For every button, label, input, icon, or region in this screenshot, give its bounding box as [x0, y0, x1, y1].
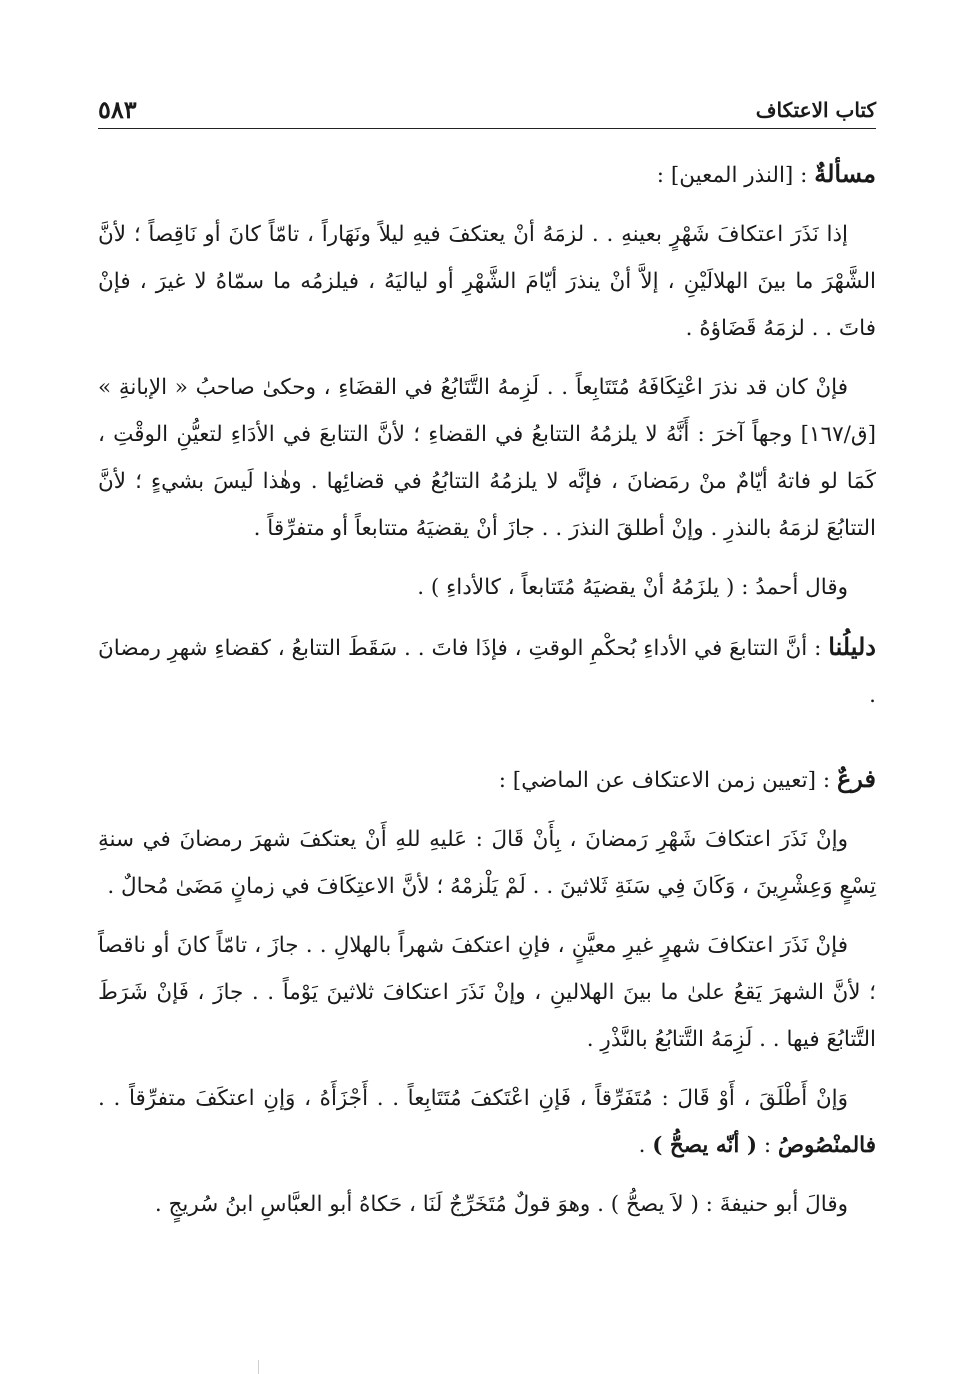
mansus-quote: ( أنّه يصحُّ ) [652, 1133, 758, 1158]
paragraph: وإنْ نَذَرَ اعتكافَ شَهْرِ رَمضانَ ، بِأَنْ قَالَ : عَليهِ للهِ أَنْ يعتكفَ شهرَ رمضانَ في سنةِ تِسْعٍ وَعِشْرِينَ ، وَكَانَ فِي سَنَةِ ثَلاثينَ . . لَمْ يَلْزمْهُ ؛ لأنَّ الاعتِكَافَ في زمانٍ مَضَىٰ مُحالٌ . [98, 827, 876, 899]
far-title: : [تعيين زمن الاعتكاف عن الماضي] : [498, 768, 837, 793]
mansus-label: فالمنْصُوصُ [777, 1133, 876, 1158]
page-header [98, 84, 876, 129]
paragraph: فإنْ نَذَرَ اعتكافَ شهرٍ غيرِ معيَّنٍ ، فإنِ اعتكفَ شهراً بالهلالِ . . جازَ ، تامّاً كانَ أو ناقصاً ؛ لأنَّ الشهرَ يَقعُ علىٰ ما بينَ الهلالينِ ، وإنْ نَذَرَ اعتكافَ ثلاثينَ يَوْماً . . جازَ ، فَإنْ شَرَطَ التَّتابُعَ فيها . . لَزِمَهُ التَّتابُعُ بالنَّذْرِ . [98, 933, 876, 1052]
masala-label: مسألةٌ [814, 159, 876, 188]
footer-mark [258, 1360, 259, 1374]
paragraph-dalil [98, 623, 876, 719]
paragraph: إذا نَذَرَ اعتكافَ شَهْرٍ بعينهِ . . لزمَهُ أنْ يعتكفَ فيهِ ليلاً ونَهَاراً ، تامّاً كانَ أو نَاقِصاً ؛ لأنَّ الشَّهْرَ ما بينَ الهلالَيْنِ ، إلاَّ أنْ ينذرَ أيّامَ الشَّهْرِ أو لياليَهُ ، فيلزمُه ما سمّاهُ لا غيرَ ، فإنْ فاتَ . . لزمَهُ قَضَاؤهُ . [98, 222, 876, 341]
page-number: ٥٨٣ [98, 95, 137, 124]
paragraph: فإنْ كان قد نذرَ اعْتِكَافَهُ مُتَتَابِعاً . . لَزِمهُ التَّتَابُعُ في القضَاءِ ، وحكىٰ صاحبُ « الإبانةِ » [ق/١٦٧] وجهاً آخرَ : أَنَّهُ لا يلزمُهُ التتابعُ في القضاءِ ؛ لأنَّ التتابعَ في الأدَاءِ لتعيُّنِ الوقْتِ ، كَمَا لو فاتهُ أيّامٌ منْ رمَضانَ ، فإنَّه لا يلزمُهُ التتابُعُ في قضائِها . وهٰذا لَيسَ بشيءٍ ؛ لأنَّ التتابُعَ لزمَهُ بالنذرِ . وإنْ أطلقَ النذرَ . . جازَ أنْ يقضيَهُ متتابعاً أو متفرِّقاً . [98, 375, 876, 541]
masala-title: : [النذر المعين] : [656, 163, 815, 188]
paragraph: وقالَ أبو حنيفةَ : ( لاَ يصحُّ ) . وهوَ قولٌ مُتَخَرِّجٌ لَنَا ، حَكاهُ أبو العبَّاسِ ابنُ سُريجٍ . [154, 1192, 848, 1217]
section-heading-far [98, 755, 876, 804]
text-run: : [757, 1133, 778, 1158]
section-heading-masala [98, 150, 876, 199]
running-title: كتاب الاعتكاف [755, 98, 876, 122]
text-run: . [638, 1133, 653, 1158]
dalil-label: دليلُنا [828, 632, 876, 661]
text-run: وَإنْ أَطْلَقَ ، أَوْ قَالَ : مُتَفَرِّقاً ، فَإنِ اعْتَكفَ مُتَتَابِعاً . . أَجْزَأَهُ ، وَإنِ اعتكَفَ متفرِّقاً . . [98, 1086, 848, 1111]
paragraph: وقال أحمدُ : ( يلزَمُهُ أنْ يقضيَهُ مُتَتابعاً ، كالأداءِ ) . [417, 575, 848, 600]
far-label: فرعٌ [836, 764, 876, 793]
dalil-text: : أنَّ التتابعَ في الأداءِ بُحكْمِ الوقتِ ، فإذَا فاتَ . . سَقَطَ التتابعُ ، كقضاءِ شهرِ رمضانَ . [98, 636, 876, 708]
page-body [98, 150, 876, 1240]
paragraph-mansus [98, 1075, 876, 1169]
